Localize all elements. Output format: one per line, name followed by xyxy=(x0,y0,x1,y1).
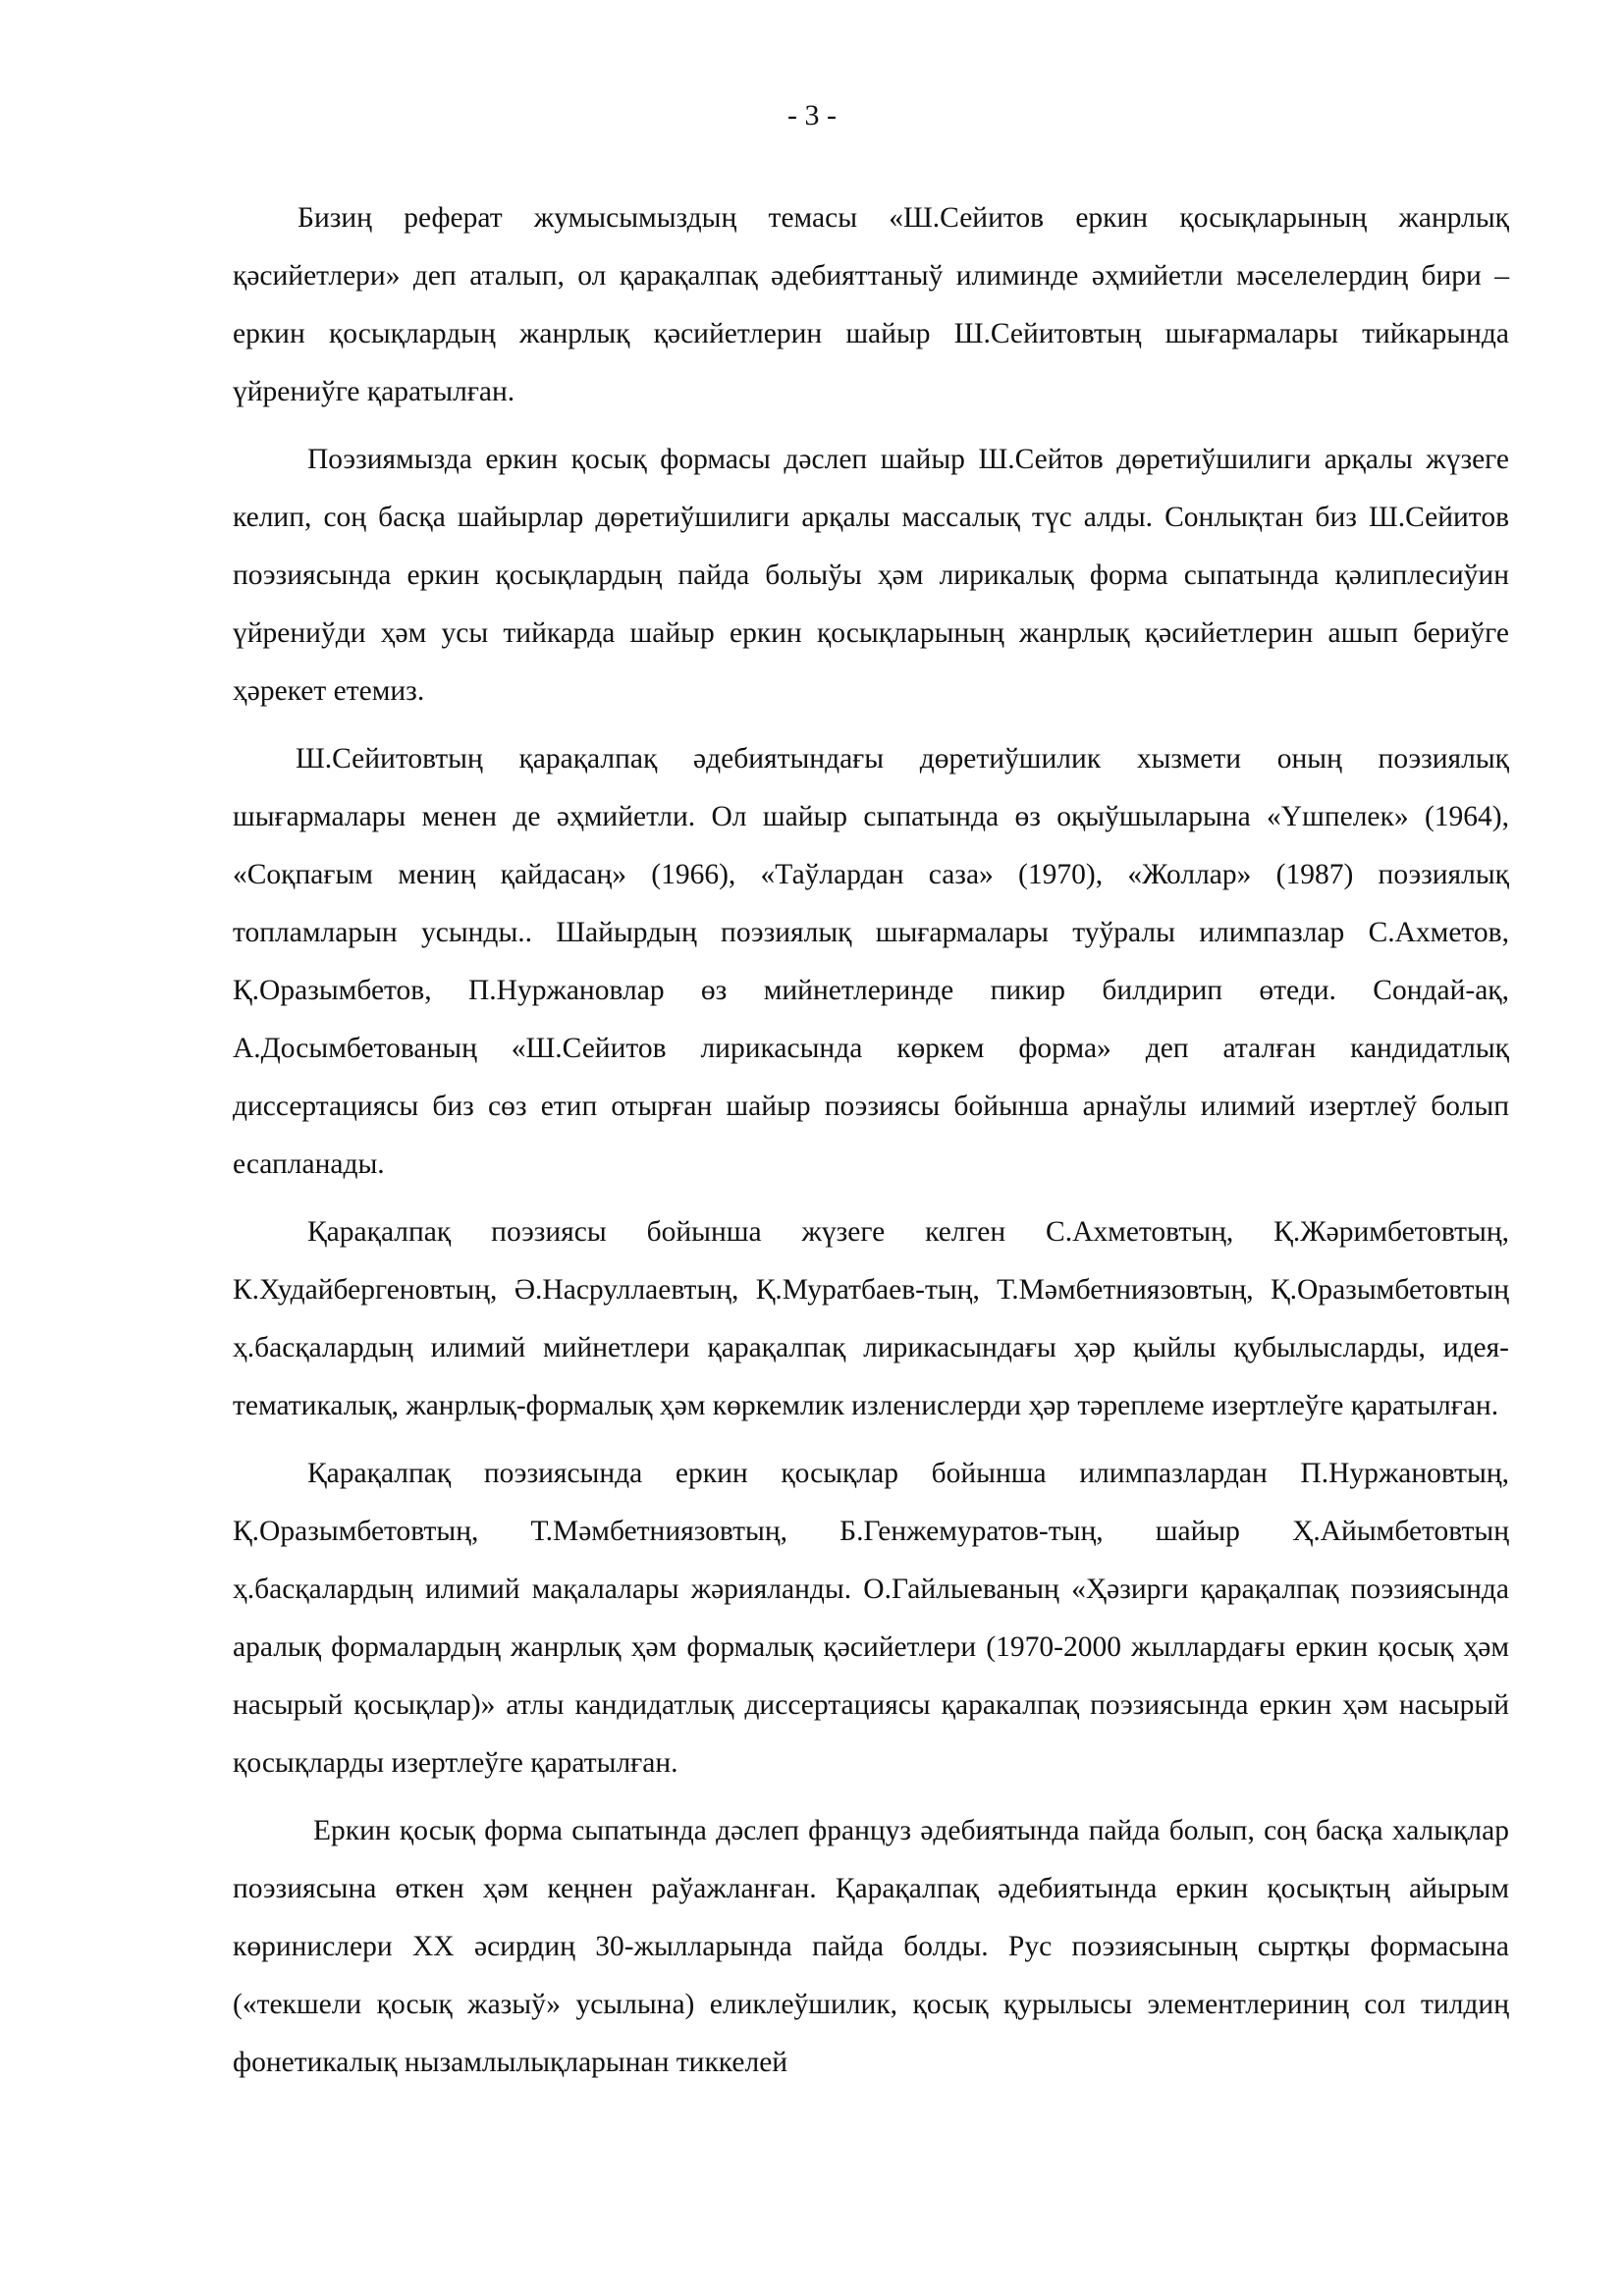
paragraph-free-verse-studies: Қарақалпақ поэзиясында еркин қосықлар бойынша илимпазлардан П.Нуржановтың, Қ.Оразымбетовтың, Т.Мәмбетниязовтың, Б.Генжемуратов-тың, шайыр Ҳ.Айымбетовтың ҳ.басқалардың илимий мақалалары жәрияланды. О.Гайлыеваның «Ҳәзирги қарақалпақ поэзиясында аралық формалардың жанрлық ҳәм формалық қәсийетлери (1970-2000 жыллардағы еркин қосық ҳәм насырый қосықлар)» атлы кандидатлық диссертациясы қаракалпақ поэзиясында еркин ҳәм насырый қосықларды изертлеўге қаратылған. xyxy=(233,1458,1509,1779)
body-text xyxy=(233,189,1509,2102)
page-number: - 3 - xyxy=(787,99,837,132)
paragraph-topic: Бизиң реферат жумысымыздың темасы «Ш.Сейитов еркин қосықларының жанрлық қәсийетлери» деп аталып, ол қарақалпақ әдебияттаныў илиминде әҳмийетли мәселелердиң бири – еркин қосықлардың жанрлық қәсийетлерин шайыр Ш.Сейитовтың шығармалары тийкарында үйрениўге қаратылған. xyxy=(233,202,1509,407)
paragraph-free-verse-origin: Поэзиямызда еркин қосық формасы дәслеп шайыр Ш.Сейтов дөретиўшилиги арқалы жүзеге келип, соң басқа шайырлар дөретиўшилиги арқалы массалық түс алды. Сонлықтан биз Ш.Сейитов поэзиясында еркин қосықлардың пайда болыўы ҳәм лирикалық форма сыпатында қәлиплесиўин үйрениўди ҳәм усы тийкарда шайыр еркин қосықларының жанрлық қәсийетлерин ашып бериўге ҳәрекет етемиз. xyxy=(233,444,1509,707)
paragraph-seyitov-works: Ш.Сейитовтың қарақалпақ әдебиятындағы дөретиўшилик хызмети оның поэзиялық шығармалары менен де әҳмийетли. Ол шайыр сыпатында өз оқыўшыларына «Үшпелек» (1964), «Соқпағым мениң қайдасаң» (1966), «Таўлардан саза» (1970), «Жоллар» (1987) поэзиялық топламларын усынды.. Шайырдың поэзиялық шығармалары туўралы илимпазлар С.Ахметов, Қ.Оразымбетов, П.Нуржановлар өз мийнетлеринде пикир билдирип өтеди. Сондай-ақ, А.Досымбетованың «Ш.Сейитов лирикасында көркем форма» деп аталған кандидатлық диссертациясы биз сөз етип отырған шайыр поэзиясы бойынша арнаўлы илимий изертлеў болып есапланады. xyxy=(233,743,1509,1180)
paragraph-free-verse-history: Еркин қосық форма сыпатында дәслеп француз әдебиятында пайда болып, соң басқа халықлар поэзиясына өткен ҳәм кеңнен раўажланған. Қарақалпақ әдебиятында еркин қосықтың айырым көринислери ХХ әсирдиң 30-жылларында пайда болды. Рус поэзиясының сыртқы формасына («текшели қосық жазыў» усылына) еликлеўшилик, қосық қурылысы элементлериниң сол тилдиң фонетикалық нызамлылықларынан тиккелей xyxy=(233,1815,1509,2078)
paragraph-scholarly-research: Қарақалпақ поэзиясы бойынша жүзеге келген С.Ахметовтың, Қ.Жәримбетовтың, К.Худайбергеновтың, Ә.Насруллаевтың, Қ.Муратбаев-тың, Т.Мәмбетниязовтың, Қ.Оразымбетовтың ҳ.басқалардың илимий мийнетлери қарақалпақ лирикасындағы ҳәр қыйлы қубылысларды, идея-тематикалық, жанрлық-формалық ҳәм көркемлик изленислерди ҳәр тәреплеме изертлеўге қаратылған. xyxy=(233,1216,1509,1421)
